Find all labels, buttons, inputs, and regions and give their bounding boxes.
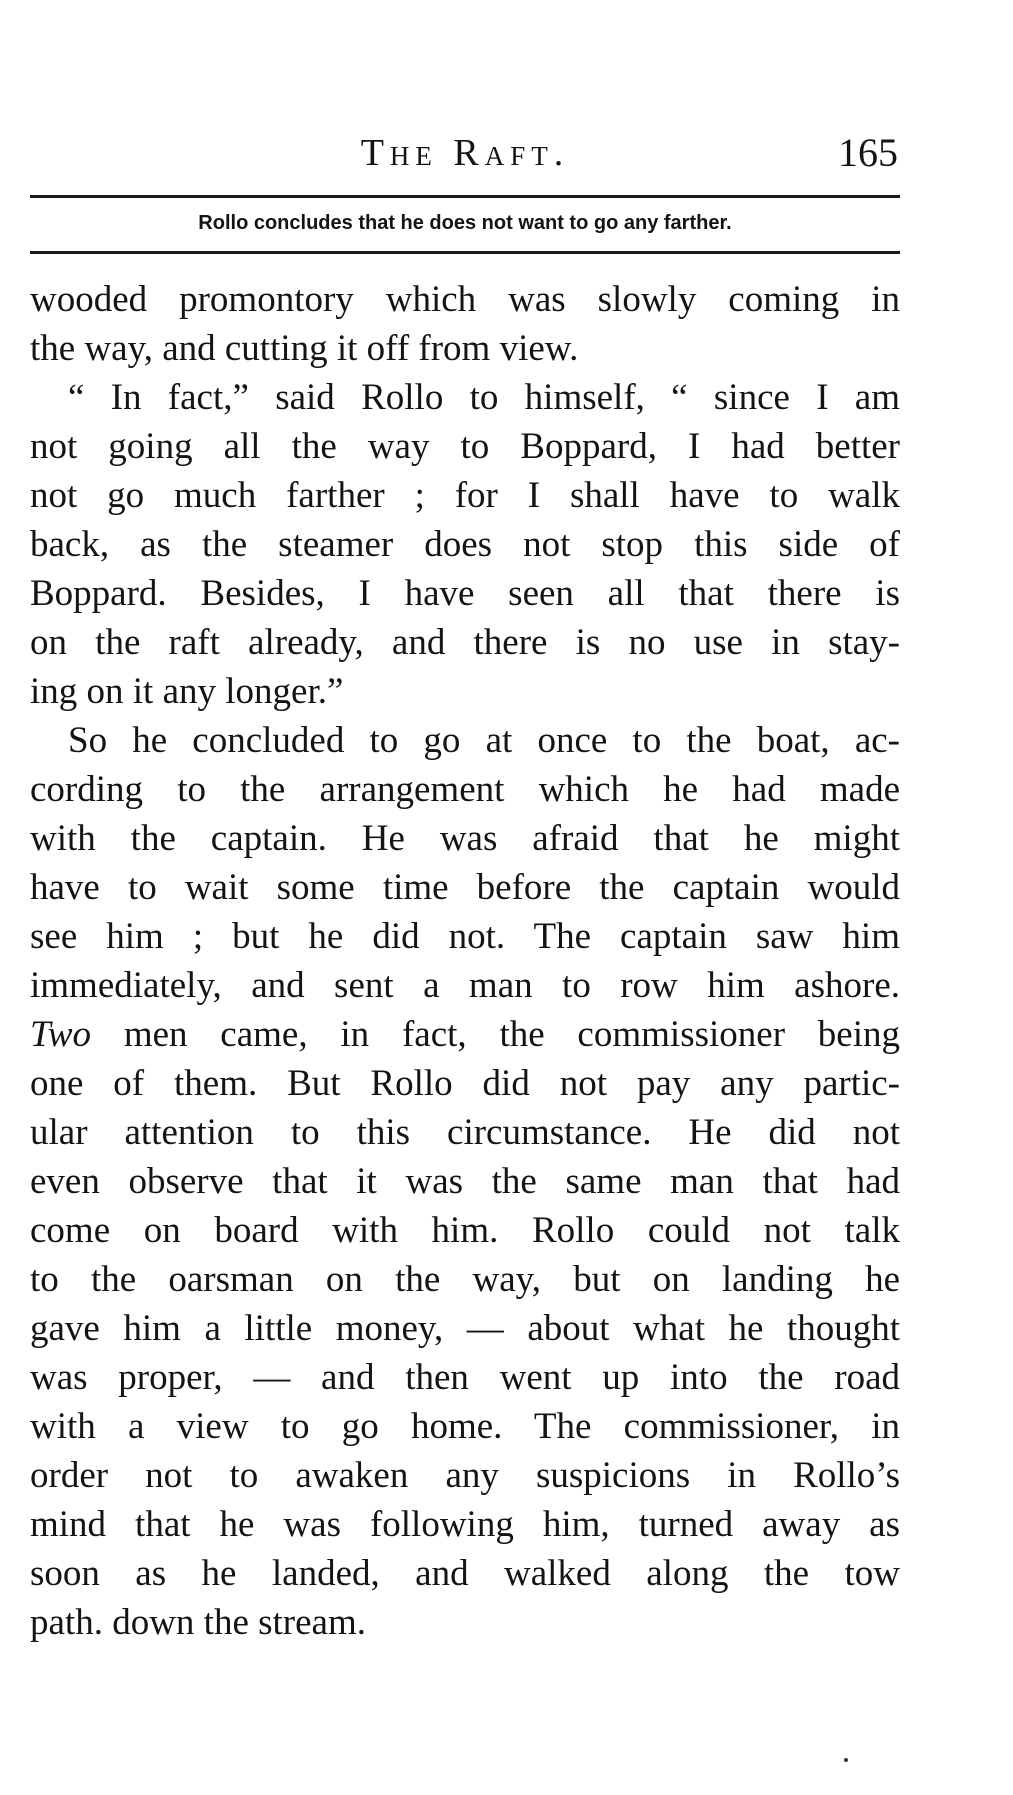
page-number: 165 [838, 130, 898, 175]
text-line: back, as the steamer does not stop this side of [30, 524, 900, 565]
text-line: one of them. But Rollo did not pay any partic- [30, 1063, 900, 1104]
header-rule-bottom [30, 251, 900, 254]
text-line: mind that he was following him, turned away as [30, 1504, 900, 1545]
paragraph-start-line: So he concluded to go at once to the boat, ac- [68, 720, 900, 761]
text-line: come on board with him. Rollo could not talk [30, 1210, 900, 1251]
text-line-rest: men came, in fact, the commissioner being [123, 1014, 901, 1055]
body-text [30, 275, 900, 1647]
text-line: to the oarsman on the way, but on landing he [30, 1259, 900, 1300]
text-line: cording to the arrangement which he had made [30, 769, 900, 810]
text-line: with the captain. He was afraid that he might [30, 818, 900, 859]
text-line: ing on it any longer.” [30, 671, 344, 712]
text-line: not going all the way to Boppard, I had better [30, 426, 900, 467]
text-line: even observe that it was the same man that had [30, 1161, 900, 1202]
text-line: Boppard. Besides, I have seen all that there is [30, 573, 900, 614]
text-line: order not to awaken any suspicions in Rollo’s [30, 1455, 900, 1496]
print-speck [844, 1758, 848, 1762]
text-line: path. down the stream. [30, 1602, 366, 1643]
text-line: on the raft already, and there is no use in stay- [30, 622, 900, 663]
header-rule-top [30, 195, 900, 198]
running-head [30, 128, 900, 178]
text-line: not go much farther ; for I shall have to walk [30, 475, 900, 516]
chapter-summary: Rollo concludes that he does not want to go any farther. [198, 212, 732, 234]
text-line: ular attention to this circumstance. He did not [30, 1112, 900, 1153]
text-line-with-italic [30, 1010, 900, 1059]
text-line: immediately, and sent a man to row him ashore. [30, 965, 900, 1006]
text-line: with a view to go home. The commissioner, in [30, 1406, 900, 1447]
text-line: see him ; but he did not. The captain saw him [30, 916, 900, 957]
text-line: gave him a little money, — about what he thought [30, 1308, 900, 1349]
text-line: wooded promontory which was slowly coming in [30, 279, 900, 320]
italic-word: Two [30, 1014, 92, 1055]
text-line: was proper, — and then went up into the road [30, 1357, 900, 1398]
text-line: the way, and cutting it off from view. [30, 328, 579, 369]
running-title: The Raft. [360, 132, 570, 174]
text-line: have to wait some time before the captain would [30, 867, 900, 908]
text-line: soon as he landed, and walked along the tow [30, 1553, 900, 1594]
paragraph-start-line: “ In fact,” said Rollo to himself, “ since I am [68, 377, 900, 418]
